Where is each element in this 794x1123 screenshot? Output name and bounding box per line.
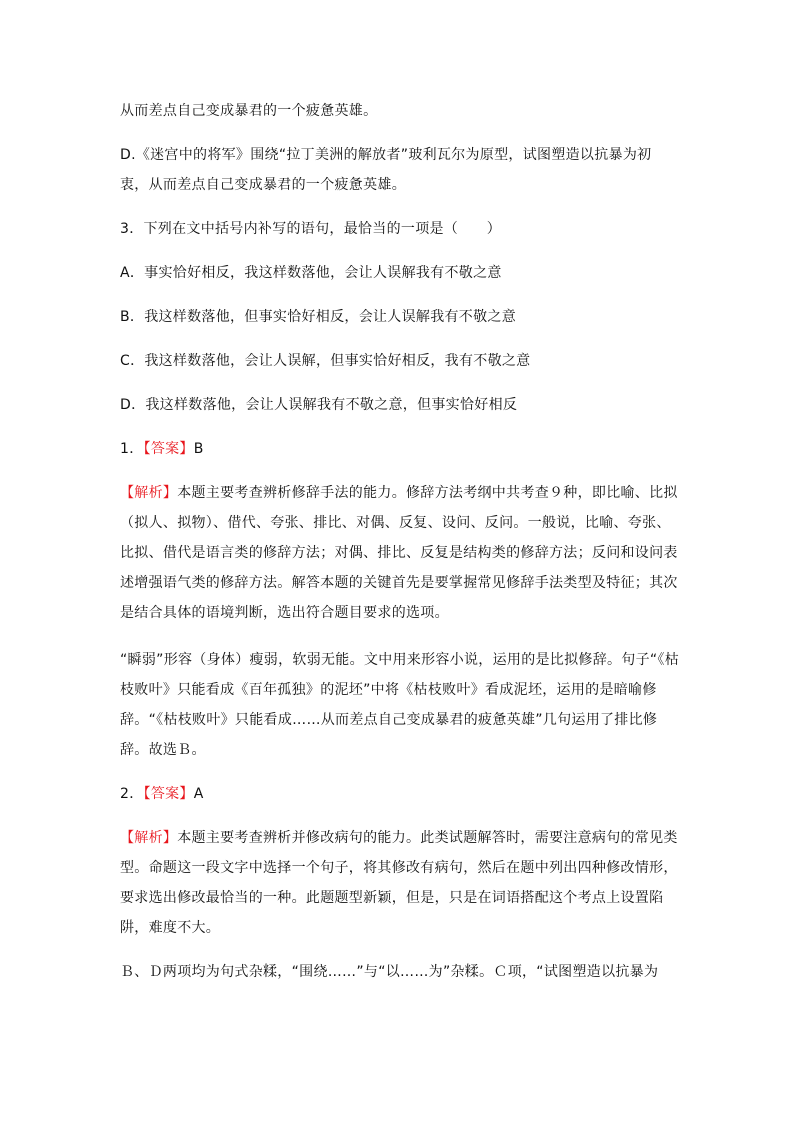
- answer-1-tag: 【答案】: [143, 441, 194, 457]
- analysis-2: [120, 823, 680, 943]
- answer-2-value: A: [193, 786, 204, 802]
- analysis-1-tag: 【解析】: [120, 485, 178, 501]
- analysis-2-tag: 【解析】: [120, 830, 178, 846]
- answer-2-tag: 【答案】: [143, 786, 194, 802]
- analysis-2-text: 本题主要考查辨析并修改病句的能力。此类试题解答时，需要注意病句的常见类型。命题这一段文字中选择一个句子，将其修改有病句，然后在题中列出四种修改情形，要求选出修改最恰当的一种。此题题型新颖，但是，只是在词语搭配这个考点上设置陷阱，难度不大。: [120, 830, 678, 936]
- answer-2-number: 2．: [120, 786, 144, 802]
- question-3: 3．下列在文中括号内补写的语句，最恰当的一项是（ ）: [120, 221, 502, 237]
- paragraph-continuation: 从而差点自己变成暴君的一个疲惫英雄。: [120, 103, 378, 119]
- question-3-option-b: B．我这样数落他，但事实恰好相反，会让人误解我有不敬之意: [120, 309, 517, 325]
- answer-1-number: 1．: [120, 441, 144, 457]
- analysis-1-text: 本题主要考查辨析修辞手法的能力。修辞方法考纲中共考查９种，即比喻、比拟（拟人、拟物）、借代、夸张、排比、对偶、反复、设问、反问。一般说，比喻、夸张、比拟、借代是语言类的修辞方法；对偶、排比、反复是结构类的修辞方法；反问和设问表述增强语气类的修辞方法。解答本题的关键首先是要掌握常见修辞手法类型及特征；其次是结合具体的语境判断，选出符合题目要求的选项。: [120, 485, 678, 621]
- option-d-passage: D.《迷宫中的将军》围绕“拉丁美洲的解放者”玻利瓦尔为原型，试图塑造以抗暴为初衷，从而差点自己变成暴君的一个疲惫英雄。: [120, 147, 652, 193]
- answer-2: [120, 779, 680, 809]
- analysis-2-detail: Ｂ、Ｄ两项均为句式杂糅，“围绕……”与“以……为”杂糅。Ｃ项，“试图塑造以抗暴为: [120, 964, 659, 980]
- question-3-option-c: C．我这样数落他，会让人误解，但事实恰好相反，我有不敬之意: [120, 353, 531, 369]
- question-3-option-a: A．事实恰好相反，我这样数落他，会让人误解我有不敬之意: [120, 265, 502, 281]
- answer-1: [120, 434, 680, 464]
- answer-1-value: B: [193, 441, 204, 457]
- analysis-1-detail: “瞬弱”形容（身体）瘦弱，软弱无能。文中用来形容小说，运用的是比拟修辞。句子“《枯枝败叶》只能看成《百年孤独》的泥坯”中将《枯枝败叶》看成泥坯，运用的是暗喻修辞。“《枯枝败叶》只能看成……从而差点自己变成暴君的疲惫英雄”几句运用了排比修辞。故选Ｂ。: [120, 652, 680, 758]
- question-3-option-d: D．我这样数落他，会让人误解我有不敬之意，但事实恰好相反: [120, 397, 518, 413]
- document-page: [120, 96, 680, 987]
- analysis-1: [120, 478, 680, 628]
